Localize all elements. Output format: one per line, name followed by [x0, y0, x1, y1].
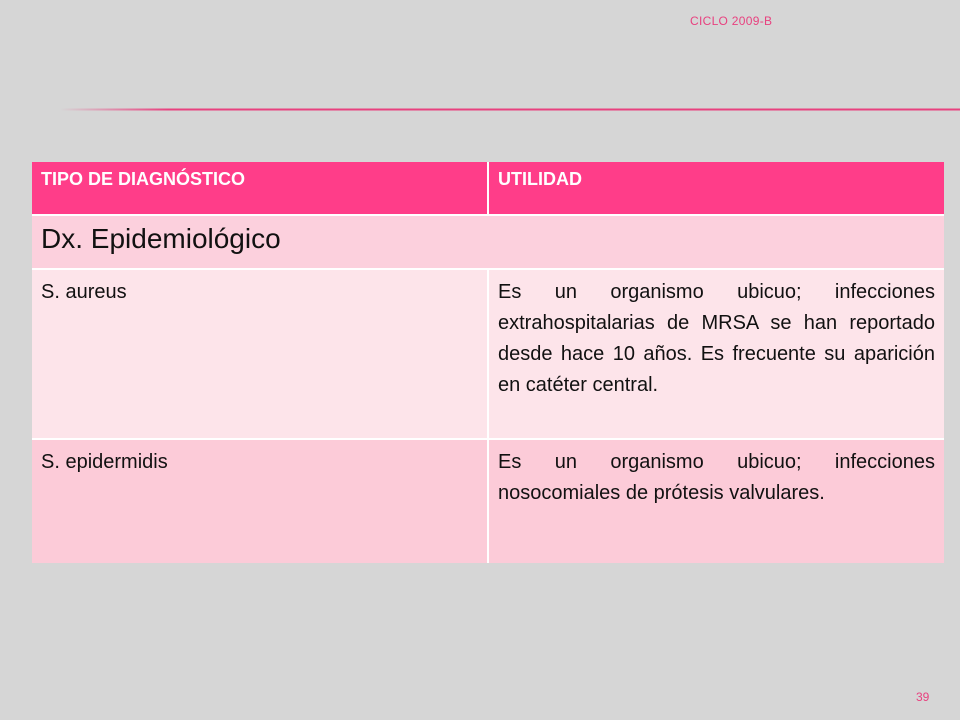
table-row — [32, 439, 944, 563]
section-title: Dx. Epidemiológico — [32, 215, 944, 269]
table-header-row — [32, 162, 944, 215]
organism-description: Es un organismo ubicuo; infecciones nosocomiales de prótesis valvulares. — [488, 439, 944, 563]
diagnosis-table — [32, 162, 944, 563]
organism-description: Es un organismo ubicuo; infecciones extrahospitalarias de MRSA se han reportado desde hace 10 años. Es frecuente su aparición en catéter central. — [488, 269, 944, 439]
column-header-utility: UTILIDAD — [488, 162, 944, 215]
slide-number: 39 — [916, 690, 930, 704]
course-label: CICLO 2009-B — [690, 14, 773, 28]
table-row — [32, 269, 944, 439]
column-header-diagnosis-type: TIPO DE DIAGNÓSTICO — [32, 162, 488, 215]
header-divider-line — [60, 108, 960, 111]
section-row — [32, 215, 944, 269]
organism-name: S. aureus — [32, 269, 488, 439]
organism-name: S. epidermidis — [32, 439, 488, 563]
